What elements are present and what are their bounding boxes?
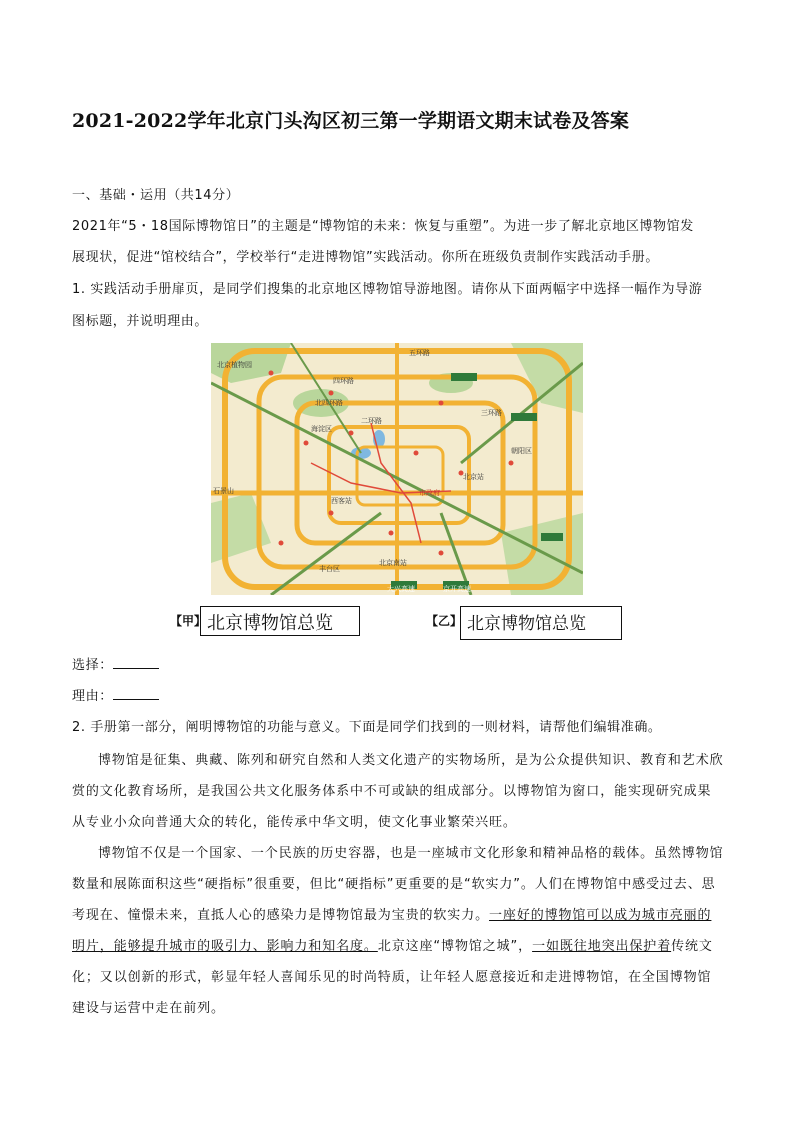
map-label: 五环路 (409, 349, 430, 357)
choice-line (72, 656, 159, 676)
underlined-sentence-2: 一如既往地突出保护着 (532, 939, 672, 954)
map-label: 大兴高速 (387, 585, 415, 593)
reason-blank[interactable] (113, 687, 159, 700)
material-paragraph-1: 博物馆是征集、典藏、陈列和研究自然和人类文化遗产的实物场所，是为公众提供知识、教育和艺术欣赏的文化教育场所，是我国公共文化服务体系中不可或缺的组成部分。以博物馆为窗口，能实现研究成果从专业小众向普通大众的转化，能传承中华文明，使文化事业繁荣兴旺。 (72, 753, 724, 830)
intro-line-1: 2021年“5・18国际博物馆日”的主题是“博物馆的未来：恢复与重塑”。为进一步了解北京地区博物馆发 (72, 219, 694, 234)
map-graphic (211, 343, 583, 595)
reason-label: 理由： (72, 689, 113, 704)
map-label: 二环路 (361, 417, 382, 425)
map-label: 京开高速 (443, 585, 471, 593)
section-heading: 一、基础・运用（共14分） (72, 188, 240, 203)
map-label: 北京站 (463, 473, 484, 481)
map-label: 北京植物园 (217, 361, 252, 369)
question-2: 2. 手册第一部分，阐明博物馆的功能与意义。下面是同学们找到的一则材料，请帮他们编辑准确。 (72, 720, 662, 735)
paragraph-2-text: 传统文化；又以创新的形式，彰显年轻人喜闻乐见的时尚特质，让年轻人愿意接近和走进博物馆，在全国博物馆建设与运营中走在前列。 (72, 939, 713, 1016)
map-label: 朝阳区 (511, 447, 532, 455)
option-b-label: 【乙】 (426, 614, 463, 628)
material-paragraph-2 (72, 838, 724, 1024)
map-label: 北四环路 (315, 399, 343, 407)
question-1-line-2: 图标题，并说明理由。 (72, 314, 209, 329)
map-label: 四环路 (333, 377, 354, 385)
paragraph-2-text: 博物馆不仅是一个国家、一个民族的历史容器，也是一座城市文化形象和精神品格的载体。虽然博物馆数量和展陈面积这些“硬指标”很重要，但比“硬指标”更重要的是“软实力”。人们在博物馆中感受过去、思考现在、憧憬未来，直抵人心的感染力是博物馆最为宝贵的软实力。 (72, 846, 724, 923)
map-label: 西客站 (331, 497, 352, 505)
choice-blank[interactable] (113, 656, 159, 669)
map-label: 海淀区 (311, 425, 332, 433)
question-1-line-1: 1. 实践活动手册扉页，是同学们搜集的北京地区博物馆导游地图。请你从下面两幅字中选择一幅作为导游 (72, 282, 703, 297)
option-a-label: 【甲】 (170, 614, 207, 628)
map-label: 市政府 (419, 489, 440, 497)
map-label: 北京南站 (379, 559, 407, 567)
option-b-title: 北京博物馆总览 (460, 606, 622, 640)
choice-label: 选择： (72, 658, 113, 673)
intro-line-2: 展现状，促进“馆校结合”，学校举行“走进博物馆”实践活动。你所在班级负责制作实践活动手册。 (72, 250, 659, 265)
underlined-sentence-1: 一座好的博物馆可以成为城市亮丽的明片，能够提升城市的吸引力、影响力和知名度。 (72, 908, 712, 954)
map-label: 三环路 (481, 409, 502, 417)
option-a-title: 北京博物馆总览 (200, 606, 360, 636)
map-label: 石景山 (213, 487, 234, 495)
reason-line (72, 687, 159, 707)
map-label: 丰台区 (319, 565, 340, 573)
beijing-museum-map (211, 343, 583, 595)
page-title: 2021-2022学年北京门头沟区初三第一学期语文期末试卷及答案 (72, 110, 630, 132)
paragraph-2-text: 北京这座“博物馆之城”， (377, 939, 533, 954)
